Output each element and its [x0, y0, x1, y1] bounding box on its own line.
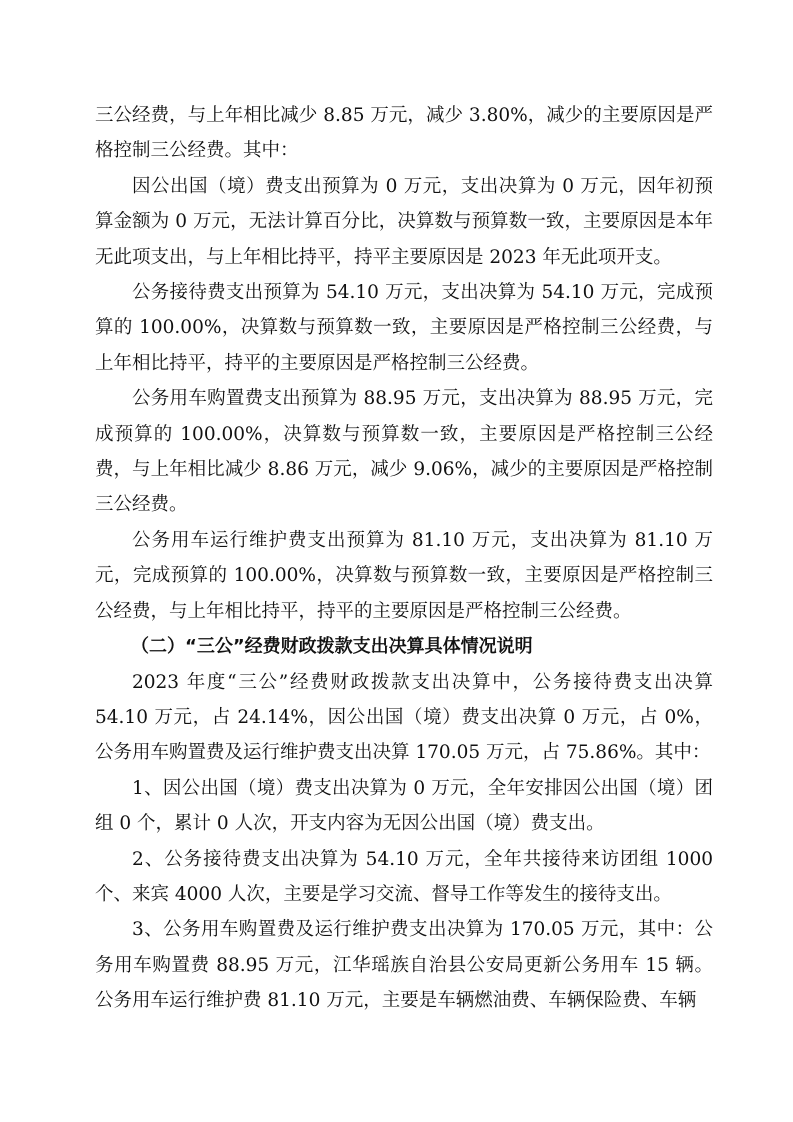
- paragraph-vehicle-purchase: 公务用车购置费支出预算为 88.95 万元，支出决算为 88.95 万元，完成预算的 100.00%，决算数与预算数一致，主要原因是严格控制三公经费，与上年相比减少 8.86 万元，减少 9.06%，减少的主要原因是严格控制三公经费。: [95, 388, 713, 516]
- section-heading: （二）“三公”经费财政拨款支出决算具体情况说明: [131, 636, 533, 658]
- paragraph-item-2: 2、公务接待费支出决算为 54.10 万元，全年共接待来访团组 1000 个、来宾 4000 人次，主要是学习交流、督导工作等发生的接待支出。: [95, 848, 713, 905]
- paragraph-reception-expense: 公务接待费支出预算为 54.10 万元，支出决算为 54.10 万元，完成预算的 100.00%，决算数与预算数一致，主要原因是严格控制三公经费，与上年相比持平，持平的主要原因是严格控制三公经费。: [95, 282, 713, 374]
- document-body: [95, 98, 713, 1019]
- paragraph-summary: 2023 年度“三公”经费财政拨款支出决算中，公务接待费支出决算 54.10 万元，占 24.14%，因公出国（境）费支出决算 0 万元，占 0%，公务用车购置费及运行维护费支出决算 170.05 万元，占 75.86%。其中：: [95, 671, 713, 764]
- paragraph-item-1: 1、因公出国（境）费支出决算为 0 万元，全年安排因公出国（境）团组 0 个，累计 0 人次，开支内容为无因公出国（境）费支出。: [95, 777, 713, 835]
- paragraph-vehicle-maintenance: 公务用车运行维护费支出预算为 81.10 万元，支出决算为 81.10 万元，完成预算的 100.00%，决算数与预算数一致，主要原因是严格控制三公经费，与上年相比持平，持平的主要原因是严格控制三公经费。: [95, 529, 713, 622]
- paragraph-item-3: 3、公务用车购置费及运行维护费支出决算为 170.05 万元，其中：公务用车购置费 88.95 万元，江华瑶族自治县公安局更新公务用车 15 辆。公务用车运行维护费 81.10 万元，主要是车辆燃油费、车辆保险费、车辆: [95, 919, 713, 1012]
- paragraph-overseas-expense: 因公出国（境）费支出预算为 0 万元，支出决算为 0 万元，因年初预算金额为 0 万元，无法计算百分比，决算数与预算数一致，主要原因是本年无此项支出，与上年相比持平，持平主要原因是 2023 年无此项开支。: [95, 175, 713, 268]
- paragraph-continuation: 三公经费，与上年相比减少 8.85 万元，减少 3.80%，减少的主要原因是严格控制三公经费。其中：: [95, 105, 713, 162]
